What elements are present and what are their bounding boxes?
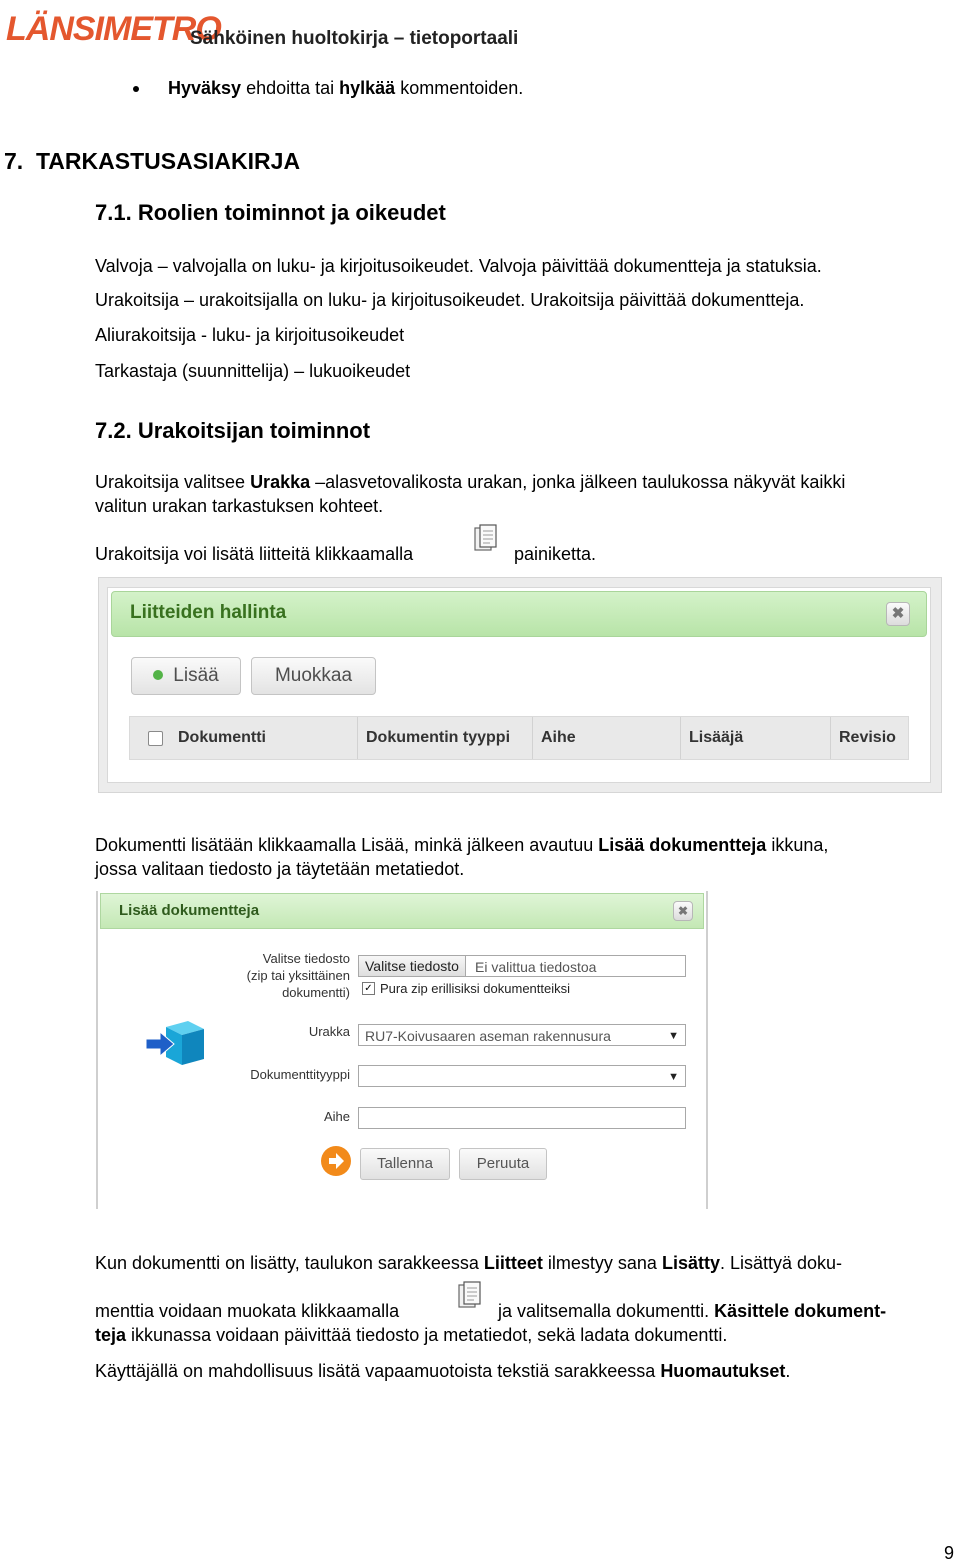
close-icon[interactable]: ✖	[886, 602, 910, 626]
paragraph: Kun dokumentti on lisätty, taulukon sarakkeessa Liitteet ilmestyy sana Lisätty. Lisättyä doku-	[95, 1253, 843, 1273]
urakka-label: Urakka	[308, 1024, 350, 1039]
zip-checkbox[interactable]: ✓	[362, 982, 375, 995]
paragraph: Käyttäjällä on mahdollisuus lisätä vapaamuotoista tekstiä sarakkeessa Huomautukset.	[95, 1361, 791, 1381]
choose-file-button[interactable]: Valitse tiedosto	[359, 956, 466, 976]
file-label: Valitse tiedosto	[262, 951, 350, 966]
paragraph: valitun urakan tarkastuksen kohteet.	[95, 496, 384, 516]
aihe-input[interactable]	[358, 1107, 686, 1129]
arrow-right-icon	[321, 1146, 351, 1176]
chevron-down-icon: ▼	[668, 1071, 679, 1083]
bullet-text: Hyväksy ehdoitta tai hylkää kommentoiden.	[168, 78, 524, 98]
doctype-label: Dokumenttityyppi	[250, 1067, 350, 1082]
close-icon[interactable]: ✖	[673, 901, 693, 921]
paragraph: Urakoitsija valitsee Urakka –alasvetovalikosta urakan, jonka jälkeen taulukossa näkyvät kaikki	[95, 472, 846, 492]
dialog-title: Lisää dokumentteja	[119, 902, 260, 919]
attachments-dialog	[107, 587, 931, 783]
file-input-value: Ei valittua tiedostoa	[475, 959, 597, 975]
bullet-dot	[133, 86, 139, 92]
page-number: 9	[944, 1543, 955, 1563]
section-7-1-heading: 7.1. Roolien toiminnot ja oikeudet	[95, 200, 446, 225]
attachments-dialog-screenshot	[98, 577, 942, 793]
file-input[interactable]	[358, 955, 686, 977]
save-button[interactable]: Tallenna	[360, 1148, 450, 1180]
column-header[interactable]: Dokumentti	[170, 717, 358, 759]
attachment-icon	[457, 1280, 483, 1312]
paragraph: jossa valitaan tiedosto ja täytetään metatiedot.	[95, 859, 465, 879]
cancel-button[interactable]: Peruuta	[459, 1148, 547, 1180]
attachments-table-header	[129, 716, 909, 760]
paragraph: teja ikkunassa voidaan päivittää tiedosto ja metatiedot, sekä ladata dokumentti.	[95, 1325, 728, 1345]
file-label: (zip tai yksittäinen	[246, 968, 350, 983]
plus-icon	[153, 670, 163, 680]
lansimetro-logo	[4, 2, 221, 48]
add-documents-dialog-screenshot	[96, 891, 708, 1209]
file-label: dokumentti)	[282, 985, 350, 1000]
column-header[interactable]: Dokumentin tyyppi	[358, 717, 533, 759]
select-all-checkbox[interactable]	[148, 731, 163, 746]
role-line: Urakoitsija – urakoitsijalla on luku- ja kirjoitusoikeudet. Urakoitsija päivittää dokumentteja.	[95, 290, 805, 310]
paragraph: Dokumentti lisätään klikkaamalla Lisää, minkä jälkeen avautuu Lisää dokumentteja ikkuna,	[95, 835, 829, 855]
add-button[interactable]: Lisää	[131, 657, 241, 695]
edit-button[interactable]: Muokkaa	[251, 657, 376, 695]
zip-checkbox-label: Pura zip erillisiksi dokumentteiksi	[380, 981, 571, 996]
chevron-down-icon: ▼	[668, 1030, 679, 1042]
paragraph: Urakoitsija voi lisätä liitteitä klikkaamalla	[95, 544, 414, 564]
paragraph: painiketta.	[514, 544, 597, 564]
column-header[interactable]: Lisääjä	[681, 717, 831, 759]
urakka-select[interactable]: RU7-Koivusaaren aseman rakennusura ▼	[358, 1024, 686, 1046]
svg-text:LÄNSIMETRO: LÄNSIMETRO	[6, 10, 221, 48]
dialog-title: Liitteiden hallinta	[130, 602, 287, 623]
paragraph: ja valitsemalla dokumentti. Käsittele dokument-	[498, 1301, 887, 1321]
dialog-titlebar	[100, 893, 704, 929]
paragraph: menttia voidaan muokata klikkaamalla	[95, 1301, 400, 1321]
section-7-heading: 7. TARKASTUSASIAKIRJA	[4, 148, 301, 174]
section-7-2-heading: 7.2. Urakoitsijan toiminnot	[95, 418, 371, 443]
upload-cube-icon	[146, 1017, 208, 1073]
doctype-select[interactable]	[358, 1065, 686, 1087]
role-line: Tarkastaja (suunnittelija) – lukuoikeudet	[95, 361, 411, 381]
role-line: Valvoja – valvojalla on luku- ja kirjoitusoikeudet. Valvoja päivittää dokumentteja ja statuksia.	[95, 256, 822, 276]
portal-title: Sähköinen huoltokirja – tietoportaali	[190, 28, 519, 49]
aihe-label: Aihe	[323, 1109, 350, 1124]
attachment-icon	[473, 523, 499, 555]
column-header[interactable]: Revisio	[839, 729, 896, 746]
role-line: Aliurakoitsija - luku- ja kirjoitusoikeudet	[95, 325, 405, 345]
column-header[interactable]: Aihe	[533, 717, 681, 759]
dialog-titlebar	[111, 591, 927, 637]
